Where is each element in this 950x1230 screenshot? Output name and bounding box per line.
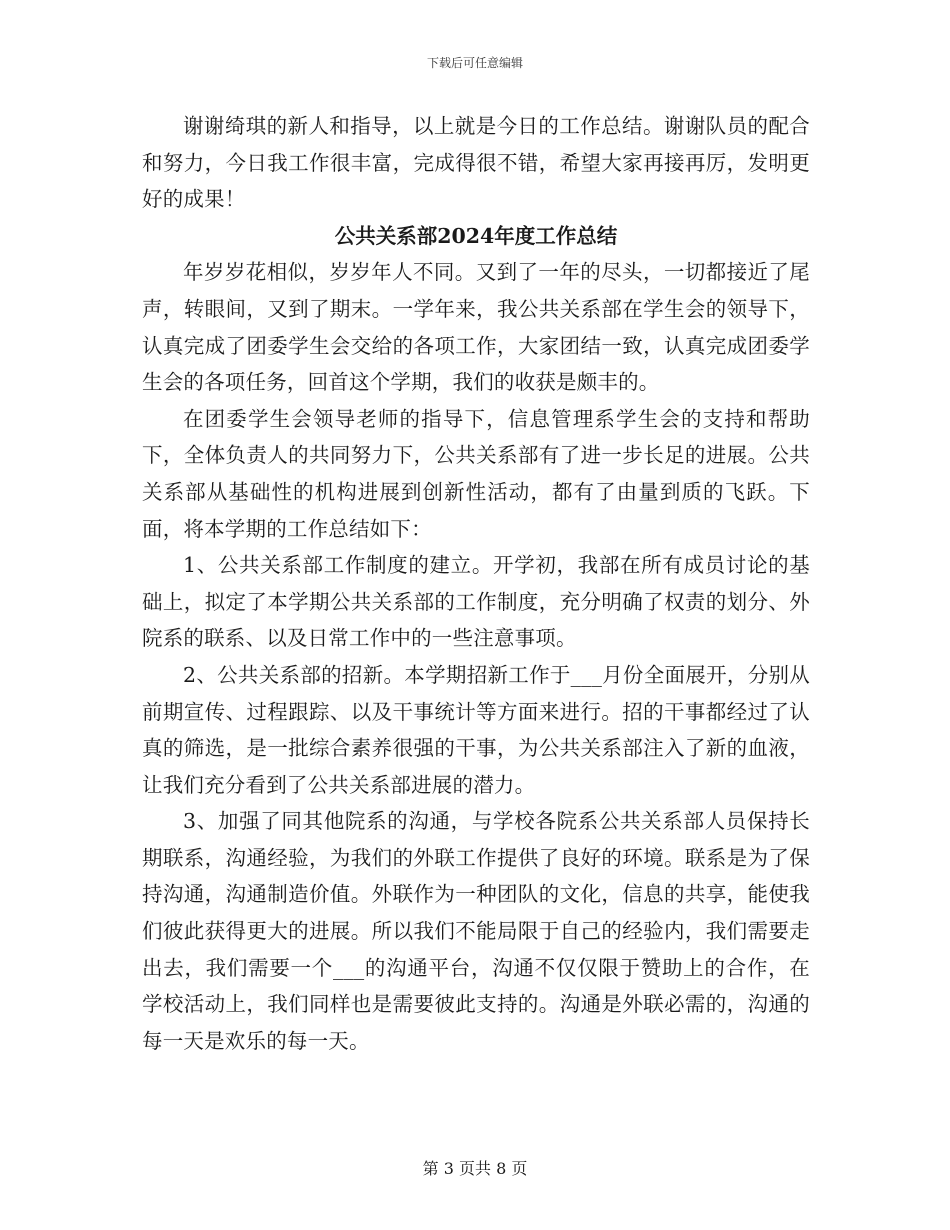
intro-paragraph: 年岁岁花相似，岁岁年人不同。又到了一年的尽头，一切都接近了尾声，转眼间，又到了期末。一学年来，我公共关系部在学生会的领导下，认真完成了团委学生会交给的各项工作，大家团结一致，认真完成团委学生会的各项任务，回首这个学期，我们的收获是颇丰的。 [142, 260, 810, 395]
document-body [142, 108, 810, 1059]
page-header-note: 下载后可任意编辑 [426, 56, 523, 70]
item-3-paragraph: 3、加强了同其他院系的沟通，与学校各院系公共关系部人员保持长期联系，沟通经验，为我们的外联工作提供了良好的环境。联系是为了保持沟通，沟通制造价值。外联作为一种团队的文化，信息的共享，能使我们彼此获得更大的进展。所以我们不能局限于自己的经验内，我们需要走出去，我们需要一个___的沟通平台，沟通不仅仅限于赞助上的合作，在学校活动上，我们同样也是需要彼此支持的。沟通是外联必需的，沟通的每一天是欢乐的每一天。 [142, 809, 810, 1053]
closing-paragraph: 谢谢绮琪的新人和指导，以上就是今日的工作总结。谢谢队员的配合和努力，今日我工作很丰富，完成得很不错，希望大家再接再厉，发明更好的成果！ [142, 114, 810, 212]
section-title: 公共关系部2024年度工作总结 [334, 223, 618, 248]
page-number: 第 3 页共 8 页 [422, 1159, 528, 1178]
item-2-paragraph: 2、公共关系部的招新。本学期招新工作于___月份全面展开，分别从前期宣传、过程跟踪、以及干事统计等方面来进行。招的干事都经过了认真的筛选，是一批综合素养很强的干事，为公共关系部注入了新的血液，让我们充分看到了公共关系部进展的潜力。 [142, 662, 810, 797]
overview-paragraph: 在团委学生会领导老师的指导下，信息管理系学生会的支持和帮助下，全体负责人的共同努力下，公共关系部有了进一步长足的进展。公共关系部从基础性的机构进展到创新性活动，都有了由量到质的飞跃。下面，将本学期的工作总结如下： [142, 406, 810, 541]
item-1-paragraph: 1、公共关系部工作制度的建立。开学初，我部在所有成员讨论的基础上，拟定了本学期公共关系部的工作制度，充分明确了权责的划分、外院系的联系、以及日常工作中的一些注意事项。 [142, 553, 810, 651]
